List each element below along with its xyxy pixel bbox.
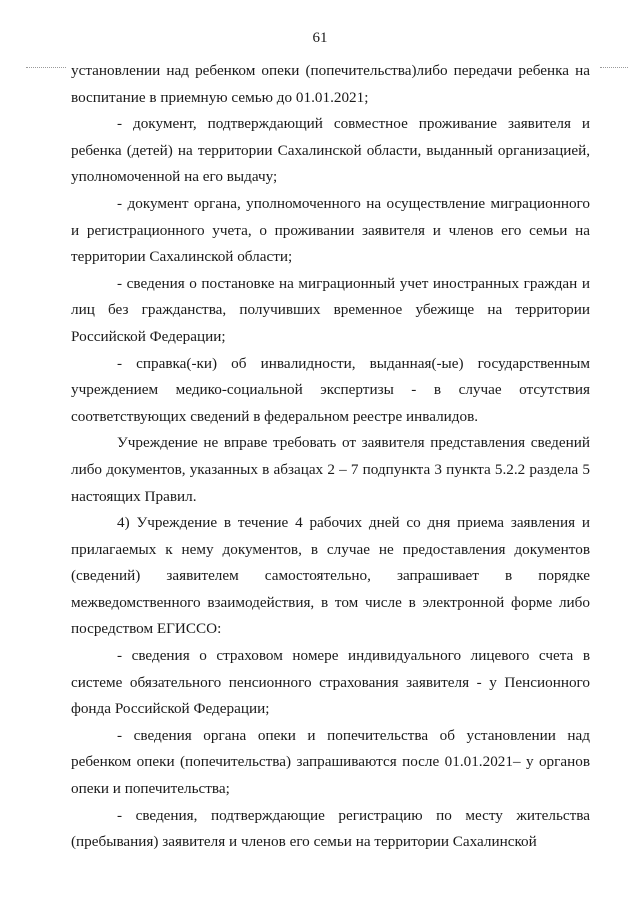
paragraph-continuation: установлении над ребенком опеки (попечительства)либо передачи ребенка на воспитание в приемную семью до 01.01.2021; [71,62,590,106]
paragraph-disability-certificate: - справка(-ки) об инвалидности, выданная(-ые) государственным учреждением медико-социальной экспертизы - в случае отсутствия соответствующих сведений в федеральном реестре инвалидов. [71,354,590,425]
paragraph-residence-registration-info: - сведения, подтверждающие регистрацию по месту жительства (пребывания) заявителя и членов его семьи на территории Сахалинской [71,806,590,851]
scan-artifact-left [26,67,66,70]
paragraph-interagency-request: 4) Учреждение в течение 4 рабочих дней со дня приема заявления и прилагаемых к нему документов, в случае не предоставления документов (сведений) заявителем самостоятельно, запрашивает в порядке межведомственного взаимодействия, в том числе в электронной форме либо посредством ЕГИССО: [71,514,590,638]
scan-artifact-right [600,67,628,70]
paragraph-guardianship-info: - сведения органа опеки и попечительства об установлении над ребенком опеки (попечительства) запрашиваются после 01.01.2021– у органов опеки и попечительства; [71,726,590,798]
paragraph-migration-authority-document: - документ органа, уполномоченного на осуществление миграционного и регистрационного учета, о проживании заявителя и членов его семьи на территории Сахалинской области; [71,194,590,266]
paragraph-migration-registration-info: - сведения о постановке на миграционный учет иностранных граждан и лиц без гражданства, получивших временное убежище на территории Российской Федерации; [71,274,590,345]
paragraph-pension-insurance-info: - сведения о страховом номере индивидуального лицевого счета в системе обязательного пенсионного страхования заявителя - у Пенсионного фонда Российской Федерации; [71,647,590,718]
paragraph-institution-restriction: Учреждение не вправе требовать от заявителя представления сведений либо документов, указанных в абзацах 2 – 7 подпункта 3 пункта 5.2.2 раздела 5 настоящих Правил. [71,434,590,505]
paragraph-cohabitation-document: - документ, подтверждающий совместное проживание заявителя и ребенка (детей) на территории Сахалинской области, выданный организацией, уполномоченной на его выдачу; [71,115,590,186]
page-number: 61 [312,30,328,46]
document-body [71,58,590,856]
